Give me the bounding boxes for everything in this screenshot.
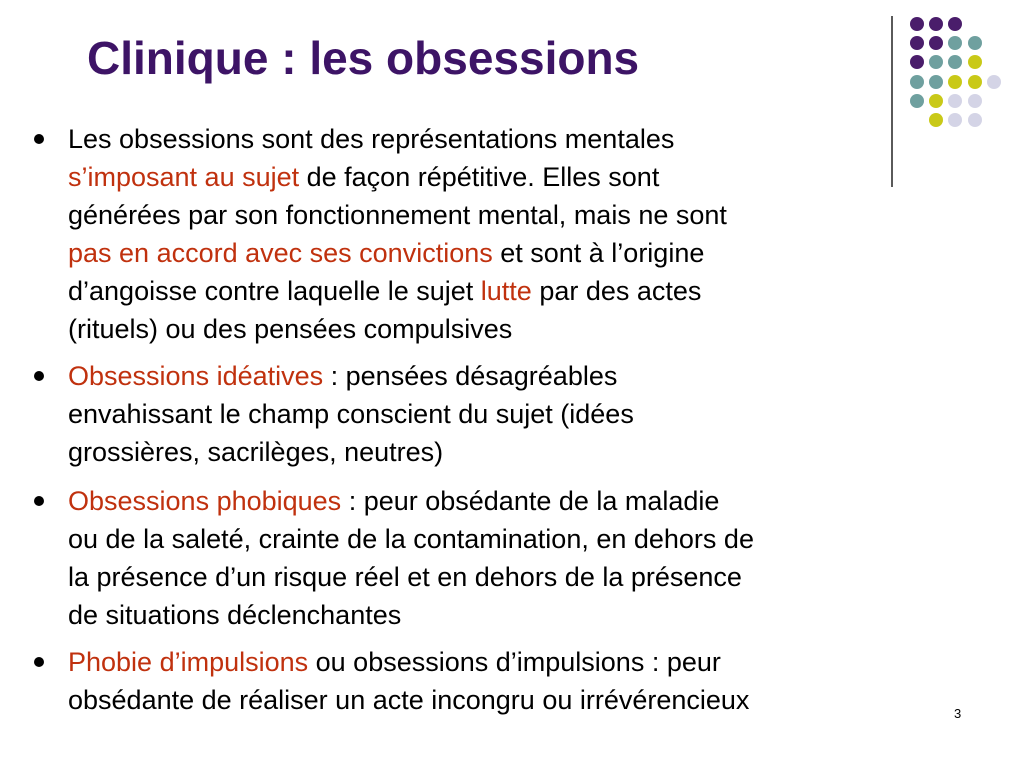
text-segment: et sont à l’origine xyxy=(492,238,705,268)
text-segment: (rituels) ou des pensées compulsives xyxy=(68,314,513,344)
bullet-text-line xyxy=(68,520,754,558)
highlighted-phrase: Obsessions idéatives xyxy=(68,361,324,391)
highlighted-phrase: lutte xyxy=(480,276,532,306)
bullet-text-line xyxy=(68,234,704,272)
bullet-text-line xyxy=(68,681,749,719)
text-segment: grossières, sacrilèges, neutres) xyxy=(68,437,444,467)
bullet-marker xyxy=(34,371,44,381)
bullet-text-line xyxy=(68,433,443,471)
highlighted-phrase: pas en accord avec ses convictions xyxy=(68,238,493,268)
text-segment: ou de la saleté, crainte de la contamination, en dehors de xyxy=(68,524,754,554)
bullet-marker xyxy=(34,657,44,667)
bullet-marker xyxy=(34,496,44,506)
bullet-text-line xyxy=(68,272,701,310)
bullet-text-line xyxy=(68,596,401,634)
bullet-text-line xyxy=(68,482,719,520)
page-number: 3 xyxy=(954,706,962,721)
bullet-text-line xyxy=(68,158,659,196)
text-segment: d’angoisse contre laquelle le sujet xyxy=(68,276,481,306)
text-segment: ou obsessions d’impulsions : peur xyxy=(308,647,721,677)
bullet-text-line xyxy=(68,643,721,681)
highlighted-phrase: s’imposant au sujet xyxy=(68,162,300,192)
bullet-text-line xyxy=(68,196,727,234)
bullet-text-line xyxy=(68,558,742,596)
bullet-text-line xyxy=(68,357,617,395)
text-segment: Les obsessions sont des représentations mentales xyxy=(68,124,675,154)
text-segment: obsédante de réaliser un acte incongru ou irrévérencieux xyxy=(68,685,750,715)
slide-title: Clinique : les obsessions xyxy=(87,32,640,84)
text-segment: : peur obsédante de la maladie xyxy=(341,486,720,516)
highlighted-phrase: Phobie d’impulsions xyxy=(68,647,309,677)
bullet-text-line xyxy=(68,395,634,433)
bullet-text-line xyxy=(68,120,674,158)
bullet-text-line xyxy=(68,310,512,348)
bullet-marker xyxy=(34,134,44,144)
text-segment: la présence d’un risque réel et en dehors de la présence xyxy=(68,562,742,592)
text-segment: de situations déclenchantes xyxy=(68,600,402,630)
text-segment: générées par son fonctionnement mental, mais ne sont xyxy=(68,200,727,230)
highlighted-phrase: Obsessions phobiques xyxy=(68,486,342,516)
text-segment: de façon répétitive. Elles sont xyxy=(299,162,660,192)
text-segment: : pensées désagréables xyxy=(323,361,618,391)
text-segment: par des actes xyxy=(531,276,702,306)
text-segment: envahissant le champ conscient du sujet (idées xyxy=(68,399,634,429)
